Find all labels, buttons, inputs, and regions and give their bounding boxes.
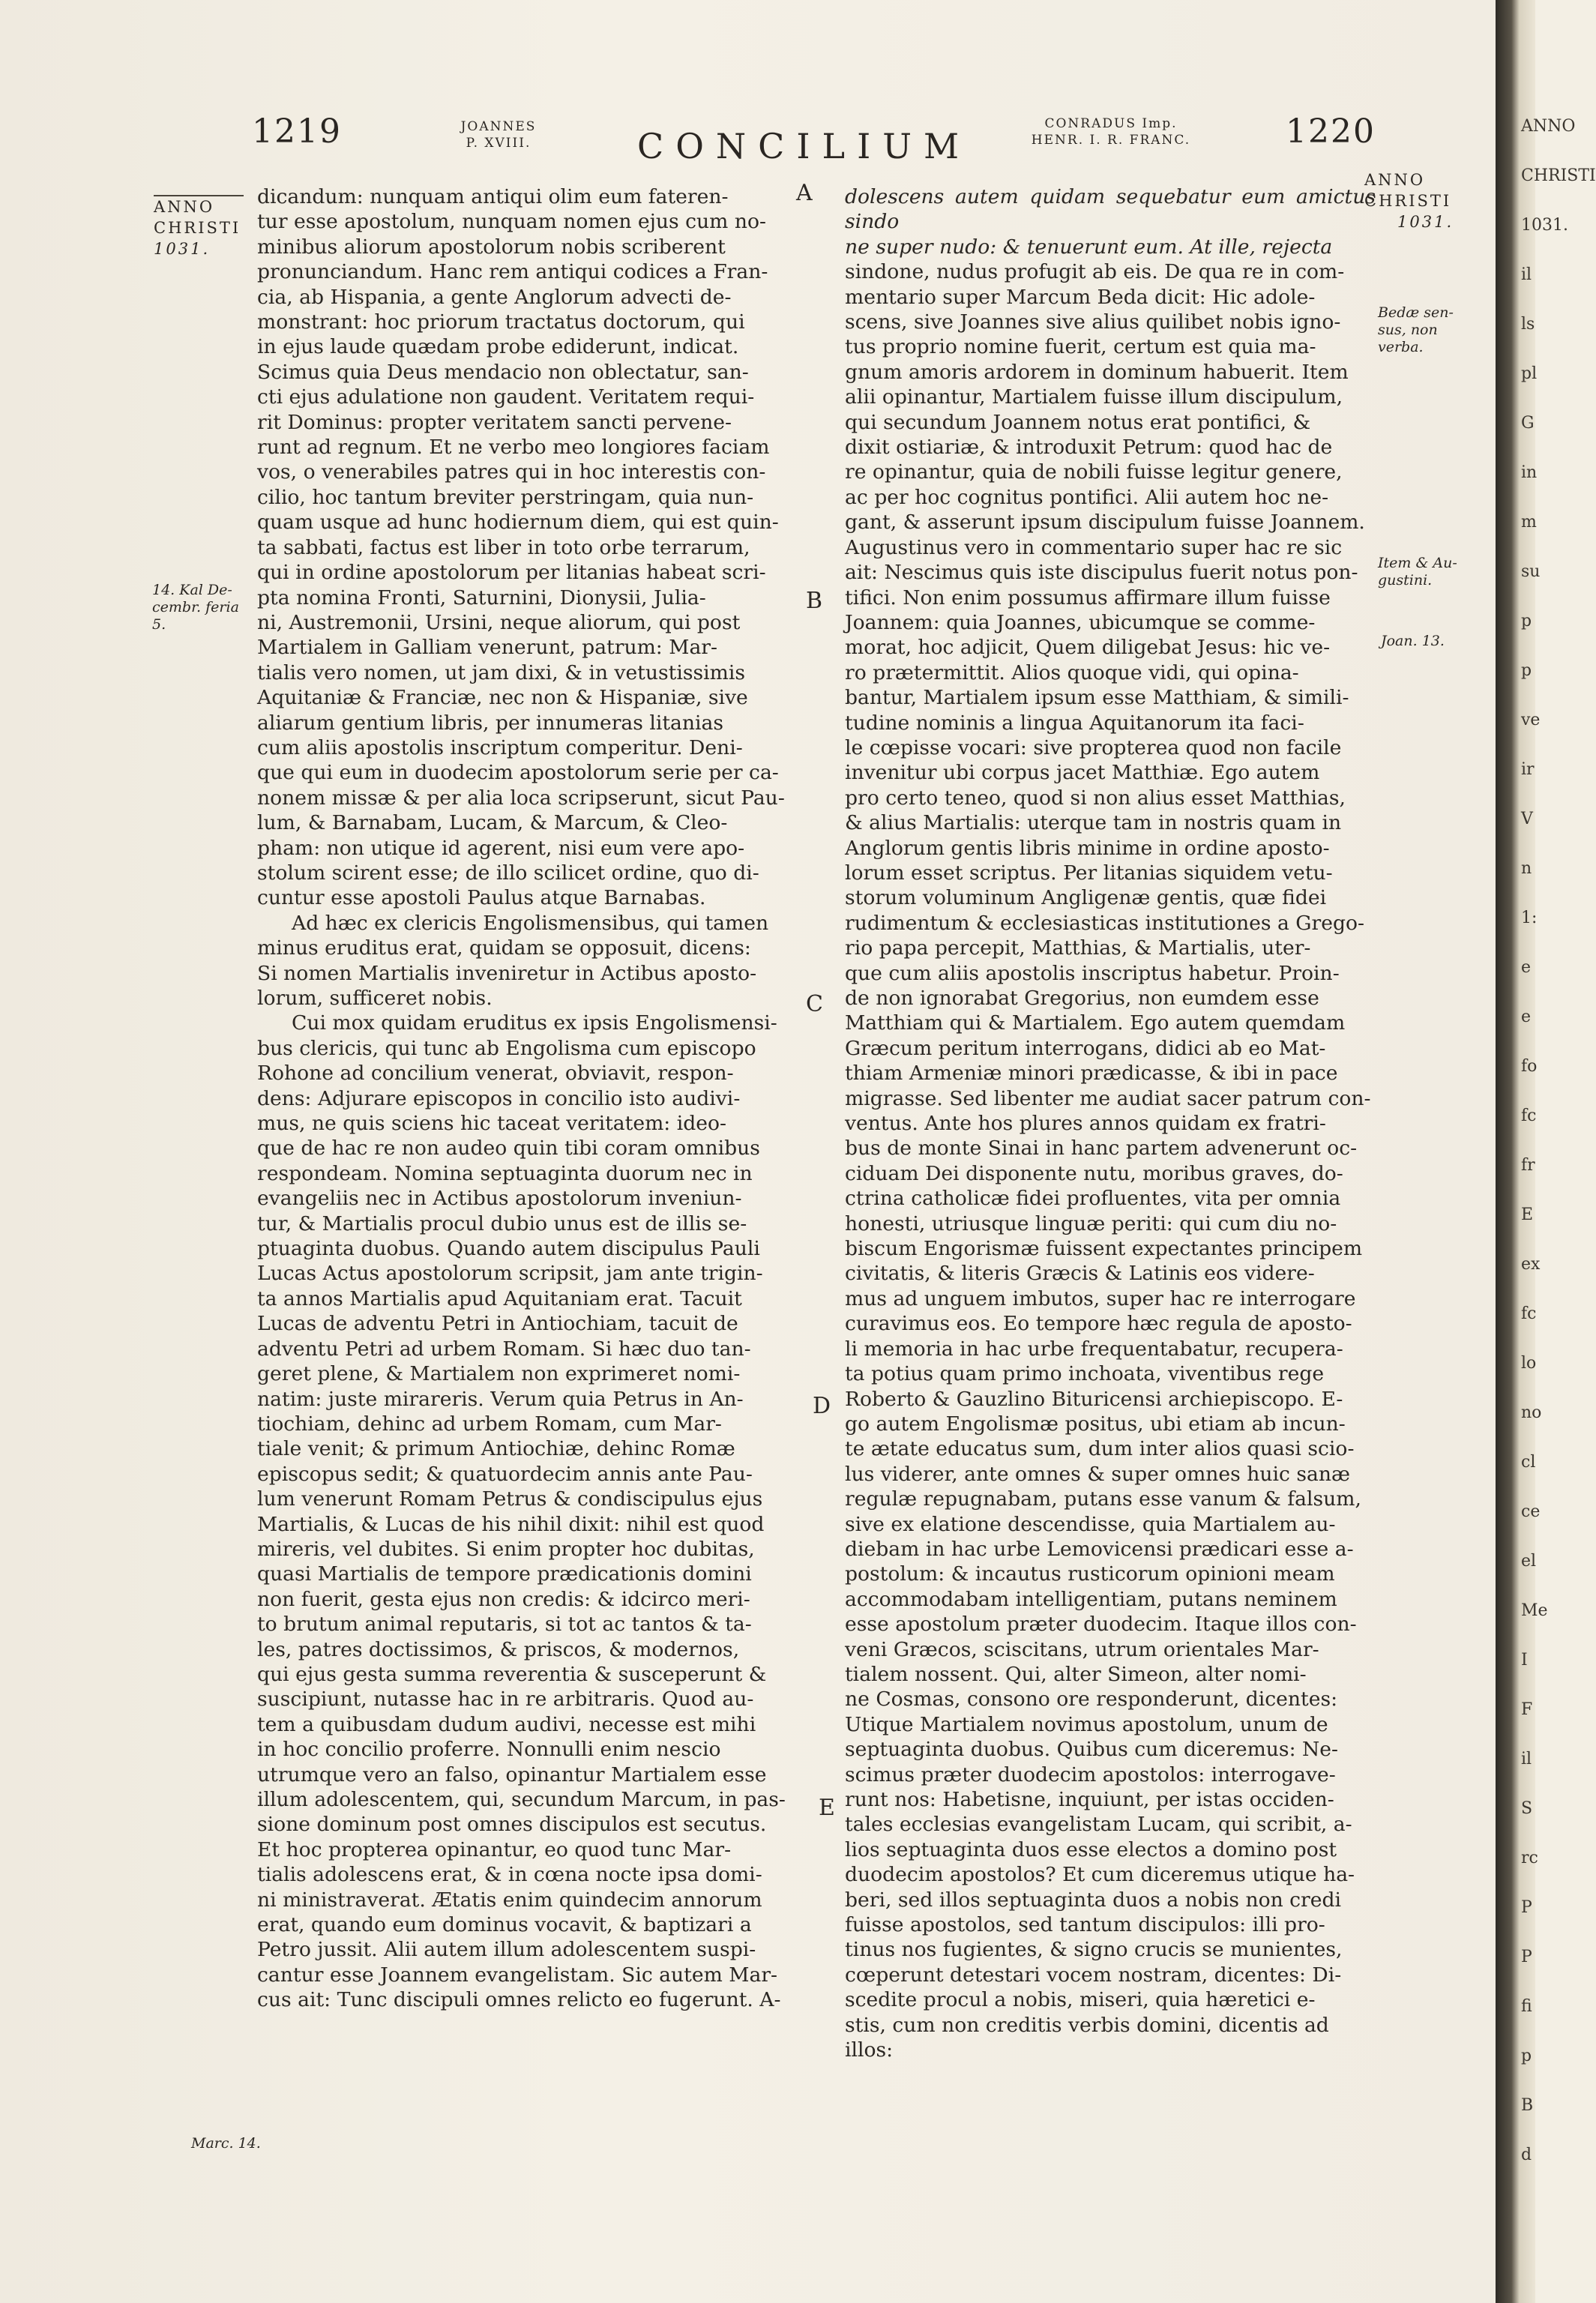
text-line: vos, o venerabiles patres qui in hoc interestis con- bbox=[257, 460, 766, 484]
text-line: rudimentum & ecclesiasticas institutiones a Grego- bbox=[845, 911, 1365, 935]
section-letter-d: D bbox=[813, 1393, 831, 1419]
spine-text-fragment: fr bbox=[1521, 1156, 1535, 1175]
text-line: monstrant: hoc priorum tractatus doctorum, qui bbox=[257, 310, 745, 334]
anno-line: 1031. bbox=[1397, 213, 1454, 231]
spine-text-fragment: fo bbox=[1521, 1057, 1538, 1076]
text-line: Lucas de adventu Petri in Antiochiam, tacuit de bbox=[257, 1312, 738, 1336]
text-line: qui ejus gesta summa reverentia & susceperunt & bbox=[257, 1662, 767, 1686]
text-line: scimus præter duodecim apostolos: interrogave- bbox=[845, 1762, 1336, 1786]
text-line: Petro jussit. Alii autem illum adolescentem suspi- bbox=[257, 1938, 756, 1962]
text-line: quam usque ad hunc hodiernum diem, qui est quin- bbox=[257, 511, 779, 535]
anno-line: CHRISTI bbox=[154, 219, 241, 237]
text-line: illum adolescentem, qui, secundum Marcum, in pas- bbox=[257, 1788, 786, 1811]
text-line: tur, & Martialis procul dubio unus est de illis se- bbox=[257, 1211, 747, 1235]
text-line: septuaginta duobus. Quibus cum diceremus: Ne- bbox=[845, 1738, 1338, 1762]
text-line: Rohone ad concilium venerat, obviavit, respon- bbox=[257, 1062, 734, 1086]
spine-text-fragment: E bbox=[1521, 1205, 1534, 1224]
text-line: mus ad unguem imbutos, super hac re interrogare bbox=[845, 1286, 1356, 1310]
text-line: ni, Austremonii, Ursini, neque aliorum, qui post bbox=[257, 610, 741, 634]
right-page-number: 1220 bbox=[1286, 112, 1376, 151]
text-line: que qui eum in duodecim apostolorum serie per ca- bbox=[257, 761, 779, 785]
text-line: beri, sed illos septuaginta duos a nobis non credi bbox=[845, 1888, 1342, 1912]
spine-text-fragment: fc bbox=[1521, 1304, 1537, 1323]
text-line: dixit ostiariæ, & introduxit Petrum: quod hac de bbox=[845, 436, 1333, 460]
text-line: thiam Armeniæ minori prædicasse, & ibi in pace bbox=[845, 1062, 1338, 1086]
text-line: que de hac re non audeo quin tibi coram omnibus bbox=[257, 1137, 760, 1160]
text-line: minibus aliorum apostolorum nobis scriberent bbox=[257, 235, 726, 259]
page-title: CONCILIUM bbox=[637, 126, 972, 166]
anno-rule bbox=[154, 195, 244, 196]
margin-line: gustini. bbox=[1378, 572, 1433, 588]
left-running-head bbox=[446, 118, 551, 151]
text-line: sive ex elatione descendisse, quia Martialem au- bbox=[845, 1512, 1336, 1536]
spine-text-fragment: m bbox=[1521, 513, 1537, 532]
spine-text-fragment: p bbox=[1521, 612, 1532, 630]
section-letter-a: A bbox=[796, 180, 813, 206]
text-line: in hoc concilio proferre. Nonnulli enim nescio bbox=[257, 1738, 721, 1762]
spine-text-fragment: ce bbox=[1521, 1502, 1541, 1521]
spine-text-fragment: Me bbox=[1521, 1601, 1548, 1620]
text-line: le cœpisse vocari: sive propterea quod non facile bbox=[845, 735, 1342, 759]
text-line: gant, & asserunt ipsum discipulum fuisse Joannem. bbox=[845, 511, 1365, 535]
text-line: rit Dominus: propter veritatem sancti pervene- bbox=[257, 410, 732, 434]
text-line: tiale venit; & primum Antiochiæ, dehinc Romæ bbox=[257, 1437, 735, 1461]
spine-text-fragment: P bbox=[1521, 1948, 1532, 1966]
margin-note-joan: Joan. 13. bbox=[1381, 633, 1445, 649]
text-line: lorum, sufficeret nobis. bbox=[257, 987, 493, 1010]
spine-text-fragment: no bbox=[1521, 1403, 1542, 1422]
spine-text-fragment: I bbox=[1521, 1651, 1528, 1670]
text-line: & alius Martialis: uterque tam in nostris quam in bbox=[845, 811, 1342, 835]
text-line: regulæ repugnabam, putans esse vanum & falsum, bbox=[845, 1487, 1361, 1511]
spine-text-fragment: su bbox=[1521, 562, 1541, 581]
left-column-text bbox=[257, 184, 796, 2013]
margin-line: verba. bbox=[1378, 339, 1424, 355]
text-line: ta annos Martialis apud Aquitaniam erat. Tacuit bbox=[257, 1286, 742, 1310]
text-line: non fuerit, gesta ejus non credis: & idcirco meri- bbox=[257, 1587, 750, 1611]
spine-text-fragment: S bbox=[1521, 1799, 1533, 1818]
section-letter-b: B bbox=[806, 588, 823, 614]
right-column-text bbox=[845, 184, 1376, 2062]
text-line: biscum Engorismæ fuissent expectantes principem bbox=[845, 1237, 1363, 1261]
section-letter-c: C bbox=[806, 991, 823, 1017]
text-line: qui secundum Joannem notus erat pontifici, & bbox=[845, 410, 1311, 434]
text-line: tialis vero nomen, ut jam dixi, & in vetustissimis bbox=[257, 660, 746, 684]
text-line: dens: Adjurare episcopos in concilio isto audivi- bbox=[257, 1086, 741, 1110]
text-line: to brutum animal reputaris, si tot ac tantos & ta- bbox=[257, 1613, 752, 1637]
text-line: nonem missæ & per alia loca scripserunt, sicut Pau- bbox=[257, 786, 785, 810]
spine-text-fragment: lo bbox=[1521, 1354, 1537, 1373]
text-line: accommodabam intelligentiam, putans neminem bbox=[845, 1587, 1337, 1611]
text-line: aliarum gentium libris, per innumeras litanias bbox=[257, 711, 724, 735]
margin-line: cembr. feria bbox=[152, 599, 239, 615]
text-line: quasi Martialis de tempore prædicationis domini bbox=[257, 1562, 752, 1586]
spine-text-fragment: CHRISTI bbox=[1521, 166, 1596, 185]
margin-line: Bedæ sen- bbox=[1378, 304, 1454, 321]
text-line: lios septuaginta duos esse electos a domino post bbox=[845, 1837, 1337, 1861]
text-line: bus clericis, qui tunc ab Engolisma cum episcopo bbox=[257, 1036, 756, 1060]
text-line: Martialis, & Lucas de his nihil dixit: nihil est quod bbox=[257, 1512, 765, 1536]
running-head-line: CONRADUS Imp. bbox=[1044, 116, 1178, 131]
text-line: rio papa percepit, Matthias, & Martialis, uter- bbox=[845, 936, 1311, 960]
text-line: mus, ne quis sciens hic taceat veritatem: ideo- bbox=[257, 1112, 726, 1136]
text-line: lus viderer, ante omnes & super omnes huic sanæ bbox=[845, 1462, 1350, 1486]
text-line: mireris, vel dubites. Si enim propter hoc dubitas, bbox=[257, 1537, 755, 1561]
text-line: ta potius quam primo inchoata, viventibus rege bbox=[845, 1362, 1325, 1386]
left-page-number: 1219 bbox=[252, 112, 342, 151]
text-line: Cui mox quidam eruditus ex ipsis Engolismensi- bbox=[292, 1011, 777, 1035]
text-line: sione dominum post omnes discipulos est secutus. bbox=[257, 1813, 767, 1837]
text-line: tales ecclesias evangelistam Lucam, qui scribit, a- bbox=[845, 1813, 1352, 1837]
spine-text-fragment: e bbox=[1521, 958, 1532, 977]
text-line: Si nomen Martialis inveniretur in Actibus aposto- bbox=[257, 961, 757, 985]
spine-text-fragment: n bbox=[1521, 859, 1532, 878]
text-line: bantur, Martialem ipsum esse Matthiam, & simili- bbox=[845, 686, 1349, 710]
text-line: alii opinantur, Martialem fuisse illum discipulum, bbox=[845, 385, 1343, 409]
text-line: dicandum: nunquam antiqui olim eum fateren- bbox=[257, 185, 729, 208]
text-line: Aquitaniæ & Franciæ, nec non & Hispaniæ, sive bbox=[257, 686, 748, 710]
text-line: natim: juste mirareris. Verum quia Petrus in An- bbox=[257, 1387, 744, 1411]
spine-text-fragment: G bbox=[1521, 414, 1535, 433]
text-line: duodecim apostolos? Et cum diceremus utique ha- bbox=[845, 1863, 1355, 1887]
text-line: dolescens autem quidam sequebatur eum amictus sindo bbox=[845, 185, 1376, 234]
spine-text-fragment: fi bbox=[1521, 1997, 1532, 2016]
text-line: tialis adolescens erat, & in cœna nocte ipsa domi- bbox=[257, 1863, 762, 1887]
text-line: tem a quibusdam dudum audivi, necesse est mihi bbox=[257, 1712, 756, 1736]
text-line: in ejus laude quædam probe ediderunt, indicat. bbox=[257, 335, 739, 359]
text-line: evangeliis nec in Actibus apostolorum inveniun- bbox=[257, 1187, 742, 1211]
text-line: diebam in hac urbe Lemovicensi prædicari esse a- bbox=[845, 1537, 1354, 1561]
text-line: Anglorum gentis libris minime in ordine aposto- bbox=[845, 836, 1330, 860]
text-line: civitatis, & literis Græcis & Latinis eos videre- bbox=[845, 1262, 1315, 1286]
text-line: Roberto & Gauzlino Bituricensi archiepiscopo. E- bbox=[845, 1387, 1343, 1411]
running-head-line: HENR. I. R. FRANC. bbox=[1031, 133, 1191, 148]
left-anno-block bbox=[154, 196, 251, 259]
text-line: ro prætermittit. Alios quoque vidi, qui opina- bbox=[845, 660, 1299, 684]
text-line: stis, cum non creditis verbis domini, dicentis ad bbox=[845, 2013, 1329, 2037]
text-line: erat, quando eum dominus vocavit, & baptizari a bbox=[257, 1913, 752, 1937]
text-line: ventus. Ante hos plures annos quidam ex fratri- bbox=[845, 1112, 1326, 1136]
spine-text-fragment: rc bbox=[1521, 1849, 1538, 1867]
page-header bbox=[0, 112, 1496, 172]
text-line: go autem Engolismæ positus, ubi etiam ab incun- bbox=[845, 1412, 1346, 1436]
text-line: ciduam Dei disponente nutu, moribus graves, do- bbox=[845, 1161, 1343, 1185]
text-line: episcopus sedit; & quatuordecim annis ante Pau- bbox=[257, 1462, 753, 1486]
spine-text-fragment: il bbox=[1521, 1750, 1532, 1768]
text-line: veni Græcos, sciscitans, utrum orientales Mar- bbox=[845, 1637, 1319, 1661]
text-line: te ætate educatus sum, dum inter alios quasi scio- bbox=[845, 1437, 1355, 1461]
text-line: cœperunt detestari vocem nostram, dicentes: Di- bbox=[845, 1963, 1342, 1987]
text-line: minus eruditus erat, quidam se opposuit, dicens: bbox=[257, 936, 751, 960]
spine-text-fragment: F bbox=[1521, 1700, 1533, 1719]
spine-text-fragment: p bbox=[1521, 2047, 1532, 2065]
text-line: Augustinus vero in commentario super hac re sic bbox=[845, 535, 1343, 559]
margin-note-marc: Marc. 14. bbox=[191, 2135, 261, 2152]
text-line: scedite procul a nobis, miseri, quia hæretici e- bbox=[845, 1988, 1316, 2012]
spine-text-fragment: el bbox=[1521, 1552, 1537, 1571]
running-head-line: P. XVIII. bbox=[466, 136, 532, 151]
text-line: postolum: & incautus rusticorum opinioni meam bbox=[845, 1562, 1335, 1586]
anno-line: 1031. bbox=[154, 240, 211, 258]
spine-text-fragment: in bbox=[1521, 463, 1538, 482]
margin-line: sus, non bbox=[1378, 322, 1438, 338]
text-line: runt nos: Habetisne, inquiunt, per istas occiden- bbox=[845, 1788, 1334, 1811]
text-line: lum venerunt Romam Petrus & condiscipulus ejus bbox=[257, 1487, 763, 1511]
right-anno-block bbox=[1364, 169, 1484, 232]
text-line: honesti, utriusque linguæ periti: qui cum diu no- bbox=[845, 1211, 1337, 1235]
text-line: tifici. Non enim possumus affirmare illum fuisse bbox=[845, 585, 1331, 609]
text-line: scens, sive Joannes sive alius quilibet nobis igno- bbox=[845, 310, 1341, 334]
running-head-line: JOANNES bbox=[460, 119, 537, 134]
text-line: illos: bbox=[845, 2038, 894, 2062]
text-line: fuisse apostolos, sed tantum discipulos: illi pro- bbox=[845, 1913, 1325, 1937]
spine-text-fragment: cl bbox=[1521, 1453, 1536, 1472]
spine-text-fragment: ir bbox=[1521, 760, 1535, 779]
text-line: respondeam. Nomina septuaginta duorum nec in bbox=[257, 1161, 753, 1185]
text-line: tiochiam, dehinc ad urbem Romam, cum Mar- bbox=[257, 1412, 722, 1436]
text-line: cilio, hoc tantum breviter perstringam, quia nun- bbox=[257, 485, 754, 509]
spine-text-fragment: pl bbox=[1521, 364, 1538, 383]
text-line: ait: Nescimus quis iste discipulus fuerit notus pon- bbox=[845, 561, 1358, 585]
text-line: ne Cosmas, consono ore responderunt, dicentes: bbox=[845, 1688, 1338, 1712]
text-line: Scimus quia Deus mendacio non oblectatur, san- bbox=[257, 360, 749, 384]
text-line: tialem nossent. Qui, alter Simeon, alter nomi- bbox=[845, 1662, 1307, 1686]
text-line: de non ignorabat Gregorius, non eumdem esse bbox=[845, 987, 1319, 1010]
text-line: cti ejus adulatione non gaudent. Veritatem requi- bbox=[257, 385, 755, 409]
anno-line: CHRISTI bbox=[1364, 192, 1452, 210]
spine-text-fragment: B bbox=[1521, 2096, 1534, 2115]
anno-line: ANNO bbox=[154, 198, 215, 216]
text-line: qui in ordine apostolorum per litanias habeat scri- bbox=[257, 561, 766, 585]
text-line: tur esse apostolum, nunquam nomen ejus cum no- bbox=[257, 210, 766, 234]
text-line: adventu Petri ad urbem Romam. Si hæc duo tan- bbox=[257, 1337, 751, 1361]
margin-line: 5. bbox=[152, 616, 166, 633]
spine-text-fragment: e bbox=[1521, 1008, 1532, 1026]
text-line: cantur esse Joannem evangelistam. Sic autem Mar- bbox=[257, 1963, 778, 1987]
text-line: ni ministraverat. Ætatis enim quindecim annorum bbox=[257, 1888, 762, 1912]
spine-text-fragment: ANNO bbox=[1521, 117, 1576, 136]
text-line: Lucas Actus apostolorum scripsit, jam ante trigin- bbox=[257, 1262, 763, 1286]
text-line: gnum amoris ardorem in dominum habuerit. Item bbox=[845, 360, 1349, 384]
text-line: Joannem: quia Joannes, ubicumque se comme- bbox=[845, 610, 1316, 634]
text-line: sindone, nudus profugit ab eis. De qua re in com- bbox=[845, 260, 1345, 284]
text-line: tus proprio nomine fuerit, certum est quia ma- bbox=[845, 335, 1316, 359]
text-line: cia, ab Hispania, a gente Anglorum advecti de- bbox=[257, 285, 732, 309]
text-line: stolum scirent esse; de illo scilicet ordine, quo di- bbox=[257, 861, 759, 885]
spine-text-fragment: P bbox=[1521, 1898, 1532, 1917]
text-line: Græcum peritum interrogans, didici ab eo Mat- bbox=[845, 1036, 1326, 1060]
text-line: ta sabbati, factus est liber in toto orbe terrarum, bbox=[257, 535, 750, 559]
text-line: Et hoc propterea opinantur, eo quod tunc Mar- bbox=[257, 1837, 732, 1861]
spine-text-fragment: V bbox=[1521, 810, 1533, 828]
text-line: cum aliis apostolis inscriptum comperitur. Deni- bbox=[257, 735, 743, 759]
margin-note-kal bbox=[152, 582, 257, 633]
anno-line: ANNO bbox=[1364, 171, 1426, 189]
spine-text-fragment: ve bbox=[1521, 711, 1541, 729]
text-line: les, patres doctissimos, & priscos, & modernos, bbox=[257, 1637, 740, 1661]
margin-note-augustini bbox=[1378, 555, 1483, 589]
text-line: storum voluminum Angligenæ gentis, quæ fidei bbox=[845, 886, 1327, 910]
margin-note-beda bbox=[1378, 304, 1483, 356]
spine-text-fragment: d bbox=[1521, 2146, 1532, 2164]
text-line: cuntur esse apostoli Paulus atque Barnabas. bbox=[257, 886, 706, 910]
text-line: Utique Martialem novimus apostolum, unum de bbox=[845, 1712, 1328, 1736]
right-running-head bbox=[1014, 115, 1208, 148]
text-line: que cum aliis apostolis inscriptus habetur. Proin- bbox=[845, 961, 1340, 985]
text-line: pham: non utique id agerent, nisi eum vere apo- bbox=[257, 836, 745, 860]
facing-page-edge bbox=[1496, 0, 1596, 2303]
text-line: cus ait: Tunc discipuli omnes relicto eo fugerunt. A- bbox=[257, 1988, 781, 2012]
text-line: ne super nudo: & tenuerunt eum. At ille, rejecta bbox=[845, 235, 1333, 259]
text-line: re opinantur, quia de nobili fuisse legitur genere, bbox=[845, 460, 1343, 484]
spine-text-fragment: ex bbox=[1521, 1255, 1541, 1274]
text-line: esse apostolum præter duodecim. Itaque illos con- bbox=[845, 1613, 1357, 1637]
text-line: pta nomina Fronti, Saturnini, Dionysii, Juliа- bbox=[257, 585, 706, 609]
text-line: pronunciandum. Hanc rem antiqui codices a Fran- bbox=[257, 260, 768, 284]
text-line: lorum esset scriptus. Per litanias siquidem vetu- bbox=[845, 861, 1333, 885]
margin-line: Item & Au- bbox=[1378, 555, 1457, 571]
text-line: migrasse. Sed libenter me audiat sacer patrum con- bbox=[845, 1086, 1371, 1110]
spine-text-fragment: 1031. bbox=[1521, 216, 1568, 235]
spine-text-fragment: fc bbox=[1521, 1107, 1537, 1125]
text-line: ptuaginta duobus. Quando autem discipulus Pauli bbox=[257, 1237, 760, 1261]
text-line: bus de monte Sinai in hanc partem advenerunt oc- bbox=[845, 1137, 1358, 1160]
text-line: Ad hæc ex clericis Engolismensibus, qui tamen bbox=[292, 911, 769, 935]
spine-text-fragment: 1: bbox=[1521, 909, 1538, 927]
text-line: runt ad regnum. Et ne verbo meo longiores faciam bbox=[257, 436, 770, 460]
text-line: utrumque vero an falso, opinantur Martialem esse bbox=[257, 1762, 767, 1786]
section-letter-e: E bbox=[819, 1795, 835, 1821]
text-line: Matthiam qui & Martialem. Ego autem quemdam bbox=[845, 1011, 1346, 1035]
spine-text-fragment: il bbox=[1521, 265, 1532, 284]
spine-text-fragment: ls bbox=[1521, 315, 1535, 334]
spine-text-fragment: p bbox=[1521, 661, 1532, 680]
text-line: li memoria in hac urbe frequentabatur, recupera- bbox=[845, 1337, 1343, 1361]
text-line: suscipiunt, nutasse hac in re arbitraris. Quod au- bbox=[257, 1688, 754, 1712]
text-line: invenitur ubi corpus jacet Matthiæ. Ego autem bbox=[845, 761, 1320, 785]
text-line: tinus nos fugientes, & signo crucis se munientes, bbox=[845, 1938, 1343, 1962]
text-line: Martialem in Galliam venerunt, patrum: Mar- bbox=[257, 636, 717, 660]
text-line: geret plene, & Martialem non exprimeret nomi- bbox=[257, 1362, 741, 1386]
text-line: lum, & Barnabam, Lucam, & Marcum, & Cleo- bbox=[257, 811, 728, 835]
text-line: mentario super Marcum Beda dicit: Hic adole- bbox=[845, 285, 1316, 309]
text-line: curavimus eos. Eo tempore hæc regula de aposto- bbox=[845, 1312, 1352, 1336]
text-line: ctrina catholicæ fidei profluentes, vita per omnia bbox=[845, 1187, 1341, 1211]
margin-line: 14. Kal De- bbox=[152, 582, 232, 598]
text-line: ac per hoc cognitus pontifici. Alii autem hoc ne- bbox=[845, 485, 1329, 509]
text-line: morat, hoc adjicit, Quem diligebat Jesus: hic ve- bbox=[845, 636, 1331, 660]
text-line: pro certo teneo, quod si non alius esset Matthias, bbox=[845, 786, 1346, 810]
text-line: tudine nominis a lingua Aquitanorum ita faci- bbox=[845, 711, 1304, 735]
